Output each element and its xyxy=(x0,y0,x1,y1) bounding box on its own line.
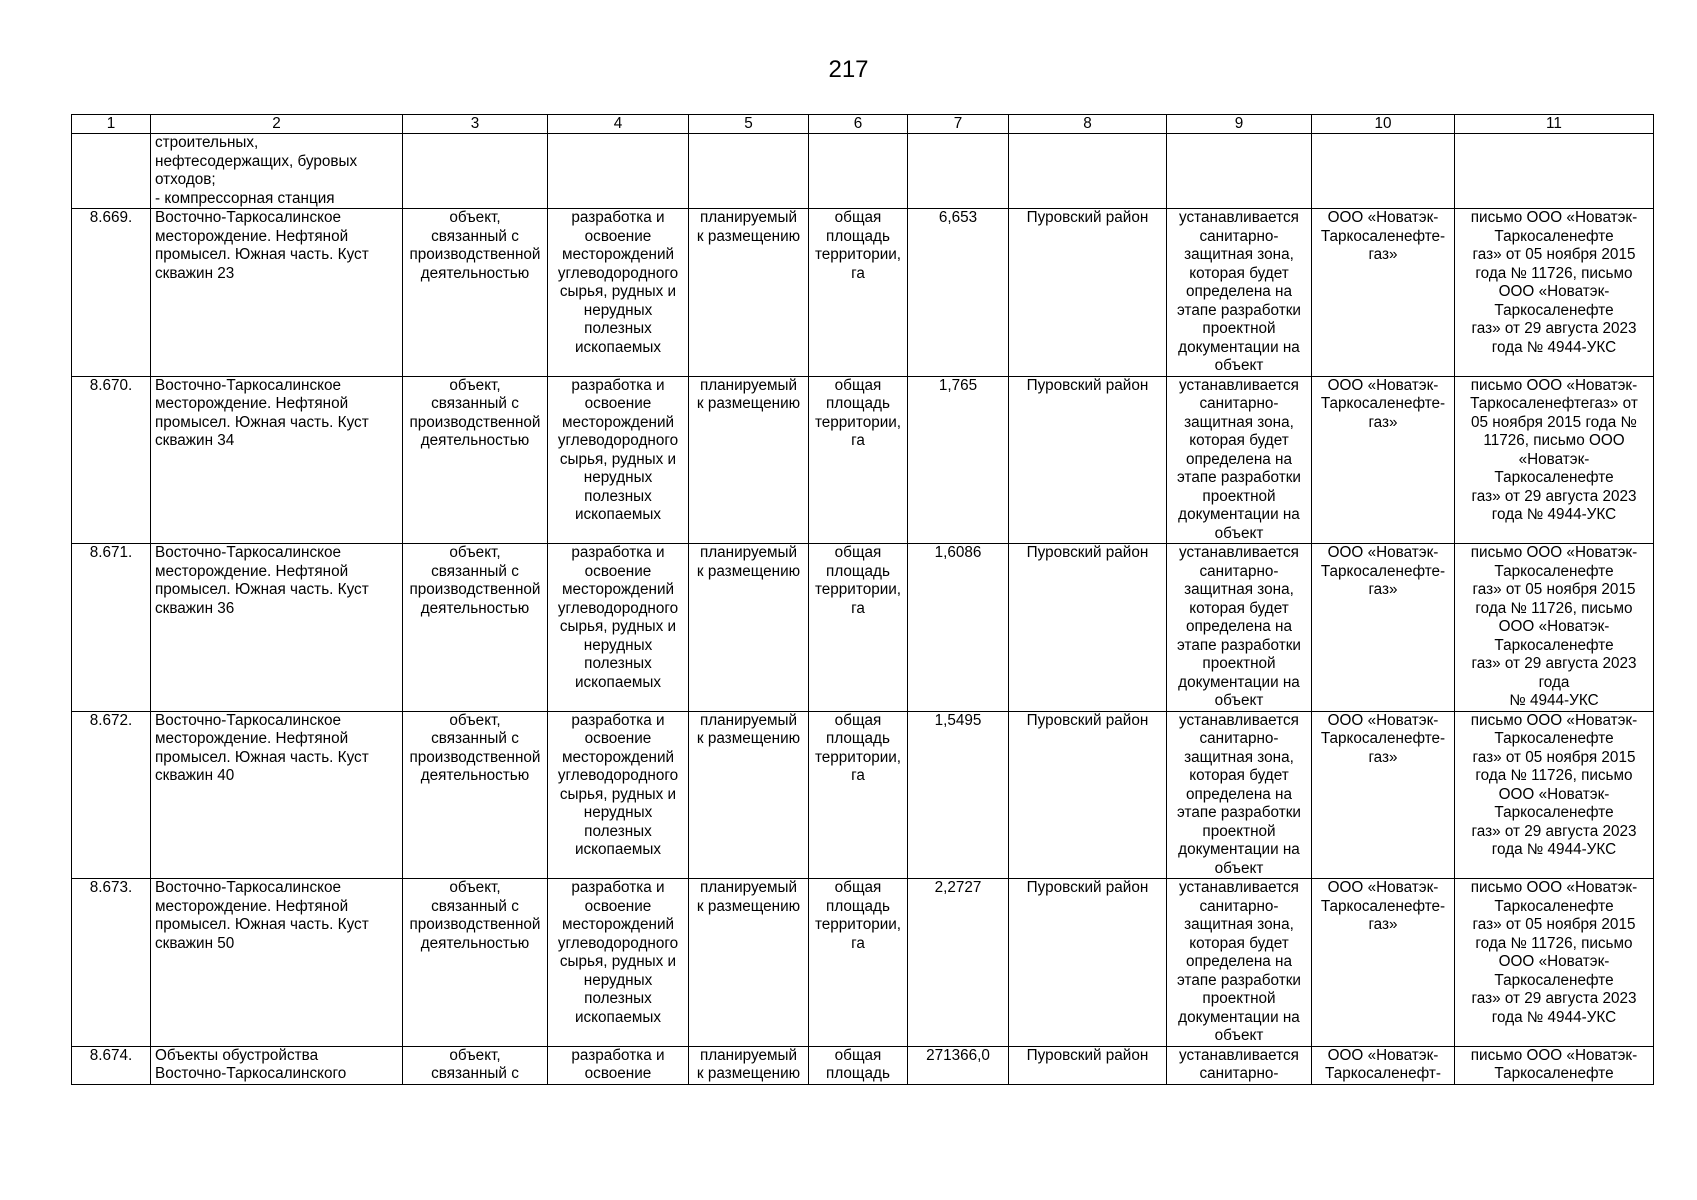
cell-object-type: объект, связанный с производственной деятельностью xyxy=(403,376,548,544)
cell-object-type: объект, связанный с производственной деятельностью xyxy=(403,879,548,1047)
cell-organization: ООО «Новатэк- Таркосаленефт- xyxy=(1312,1046,1455,1084)
cell-organization: ООО «Новатэк- Таркосаленефте- газ» xyxy=(1312,711,1455,879)
cell-value: 1,5495 xyxy=(908,711,1009,879)
cell-object-name: Восточно-Таркосалинское месторождение. Нефтяной промысел. Южная часть. Куст скважин 23 xyxy=(151,209,403,377)
cell-number: 8.674. xyxy=(72,1046,151,1084)
cell-characteristic: общая площадь территории, га xyxy=(809,376,908,544)
cell-object-type: объект, связанный с xyxy=(403,1046,548,1084)
cell-zone: устанавливается санитарно- защитная зона, которая будет определена на этапе разработки проектной документации на объект xyxy=(1167,209,1312,377)
column-number: 9 xyxy=(1167,115,1312,134)
column-number: 4 xyxy=(548,115,689,134)
cell-organization: ООО «Новатэк- Таркосаленефте- газ» xyxy=(1312,544,1455,712)
column-number: 2 xyxy=(151,115,403,134)
cell-characteristic: общая площадь территории, га xyxy=(809,209,908,377)
cell-number: 8.672. xyxy=(72,711,151,879)
cell-zone xyxy=(1167,134,1312,209)
cell-purpose: разработка и освоение месторождений углеводородного сырья, рудных и нерудных полезных ископаемых xyxy=(548,209,689,377)
column-number: 5 xyxy=(689,115,809,134)
table-row xyxy=(72,209,1654,377)
cell-status: планируемый к размещению xyxy=(689,1046,809,1084)
cell-value xyxy=(908,134,1009,209)
cell-source: письмо ООО «Новатэк- Таркосаленефте газ» от 05 ноября 2015 года № 11726, письмо ООО «Новатэк- Таркосаленефте газ» от 29 августа 2023 года № 4944-УКС xyxy=(1455,879,1654,1047)
cell-zone: устанавливается санитарно- xyxy=(1167,1046,1312,1084)
table-row xyxy=(72,879,1654,1047)
table-row xyxy=(72,544,1654,712)
cell-purpose xyxy=(548,134,689,209)
cell-organization xyxy=(1312,134,1455,209)
cell-purpose: разработка и освоение месторождений углеводородного сырья, рудных и нерудных полезных ископаемых xyxy=(548,879,689,1047)
cell-district: Пуровский район xyxy=(1009,879,1167,1047)
cell-district: Пуровский район xyxy=(1009,209,1167,377)
cell-source: письмо ООО «Новатэк- Таркосаленефте газ» от 05 ноября 2015 года № 11726, письмо ООО «Новатэк- Таркосаленефте газ» от 29 августа 2023 года № 4944-УКС xyxy=(1455,711,1654,879)
cell-district: Пуровский район xyxy=(1009,544,1167,712)
cell-organization: ООО «Новатэк- Таркосаленефте- газ» xyxy=(1312,879,1455,1047)
cell-status: планируемый к размещению xyxy=(689,544,809,712)
cell-value: 6,653 xyxy=(908,209,1009,377)
cell-district: Пуровский район xyxy=(1009,711,1167,879)
cell-value: 2,2727 xyxy=(908,879,1009,1047)
column-number-header-row xyxy=(72,115,1654,134)
objects-table xyxy=(71,114,1654,1085)
cell-zone: устанавливается санитарно- защитная зона, которая будет определена на этапе разработки проектной документации на объект xyxy=(1167,376,1312,544)
cell-object-name: Восточно-Таркосалинское месторождение. Нефтяной промысел. Южная часть. Куст скважин 40 xyxy=(151,711,403,879)
cell-number: 8.670. xyxy=(72,376,151,544)
cell-source: письмо ООО «Новатэк- Таркосаленефте газ» от 05 ноября 2015 года № 11726, письмо ООО «Новатэк- Таркосаленефте газ» от 29 августа 2023 года № 4944-УКС xyxy=(1455,544,1654,712)
column-number: 11 xyxy=(1455,115,1654,134)
cell-characteristic xyxy=(809,134,908,209)
column-number: 1 xyxy=(72,115,151,134)
cell-object-name: Объекты обустройства Восточно-Таркосалинского xyxy=(151,1046,403,1084)
cell-district xyxy=(1009,134,1167,209)
cell-object-type: объект, связанный с производственной деятельностью xyxy=(403,711,548,879)
column-number: 7 xyxy=(908,115,1009,134)
cell-status: планируемый к размещению xyxy=(689,209,809,377)
cell-district: Пуровский район xyxy=(1009,1046,1167,1084)
cell-object-name: Восточно-Таркосалинское месторождение. Нефтяной промысел. Южная часть. Куст скважин 34 xyxy=(151,376,403,544)
cell-organization: ООО «Новатэк- Таркосаленефте- газ» xyxy=(1312,376,1455,544)
column-number: 8 xyxy=(1009,115,1167,134)
cell-number: 8.673. xyxy=(72,879,151,1047)
cell-zone: устанавливается санитарно- защитная зона, которая будет определена на этапе разработки проектной документации на объект xyxy=(1167,711,1312,879)
cell-source xyxy=(1455,134,1654,209)
cell-status: планируемый к размещению xyxy=(689,711,809,879)
cell-characteristic: общая площадь территории, га xyxy=(809,879,908,1047)
cell-object-type: объект, связанный с производственной деятельностью xyxy=(403,544,548,712)
cell-purpose: разработка и освоение xyxy=(548,1046,689,1084)
cell-object-name: Восточно-Таркосалинское месторождение. Нефтяной промысел. Южная часть. Куст скважин 36 xyxy=(151,544,403,712)
cell-characteristic: общая площадь территории, га xyxy=(809,544,908,712)
cell-object-name: Восточно-Таркосалинское месторождение. Нефтяной промысел. Южная часть. Куст скважин 50 xyxy=(151,879,403,1047)
cell-source: письмо ООО «Новатэк- Таркосаленефтегаз» от 05 ноября 2015 года № 11726, письмо ООО «Новатэк- Таркосаленефте газ» от 29 августа 2023 года № 4944-УКС xyxy=(1455,376,1654,544)
cell-number xyxy=(72,134,151,209)
cell-purpose: разработка и освоение месторождений углеводородного сырья, рудных и нерудных полезных ископаемых xyxy=(548,544,689,712)
cell-number: 8.671. xyxy=(72,544,151,712)
cell-number: 8.669. xyxy=(72,209,151,377)
cell-zone: устанавливается санитарно- защитная зона, которая будет определена на этапе разработки проектной документации на объект xyxy=(1167,544,1312,712)
cell-source: письмо ООО «Новатэк- Таркосаленефте газ» от 05 ноября 2015 года № 11726, письмо ООО «Новатэк- Таркосаленефте газ» от 29 августа 2023 года № 4944-УКС xyxy=(1455,209,1654,377)
page-number: 217 xyxy=(828,56,869,83)
table-row xyxy=(72,711,1654,879)
cell-status: планируемый к размещению xyxy=(689,376,809,544)
column-number: 10 xyxy=(1312,115,1455,134)
cell-object-name: строительных, нефтесодержащих, буровых отходов; - компрессорная станция xyxy=(151,134,403,209)
continuation-row xyxy=(72,134,1654,209)
cell-purpose: разработка и освоение месторождений углеводородного сырья, рудных и нерудных полезных ископаемых xyxy=(548,711,689,879)
cell-characteristic: общая площадь территории, га xyxy=(809,711,908,879)
table-row xyxy=(72,376,1654,544)
cell-zone: устанавливается санитарно- защитная зона, которая будет определена на этапе разработки проектной документации на объект xyxy=(1167,879,1312,1047)
cell-object-type xyxy=(403,134,548,209)
cell-source: письмо ООО «Новатэк- Таркосаленефте xyxy=(1455,1046,1654,1084)
cell-value: 271366,0 xyxy=(908,1046,1009,1084)
cell-status xyxy=(689,134,809,209)
cell-status: планируемый к размещению xyxy=(689,879,809,1047)
column-number: 6 xyxy=(809,115,908,134)
cell-purpose: разработка и освоение месторождений углеводородного сырья, рудных и нерудных полезных ископаемых xyxy=(548,376,689,544)
table-row xyxy=(72,1046,1654,1084)
cell-district: Пуровский район xyxy=(1009,376,1167,544)
cell-object-type: объект, связанный с производственной деятельностью xyxy=(403,209,548,377)
column-number: 3 xyxy=(403,115,548,134)
cell-organization: ООО «Новатэк- Таркосаленефте- газ» xyxy=(1312,209,1455,377)
cell-value: 1,765 xyxy=(908,376,1009,544)
cell-value: 1,6086 xyxy=(908,544,1009,712)
cell-characteristic: общая площадь xyxy=(809,1046,908,1084)
